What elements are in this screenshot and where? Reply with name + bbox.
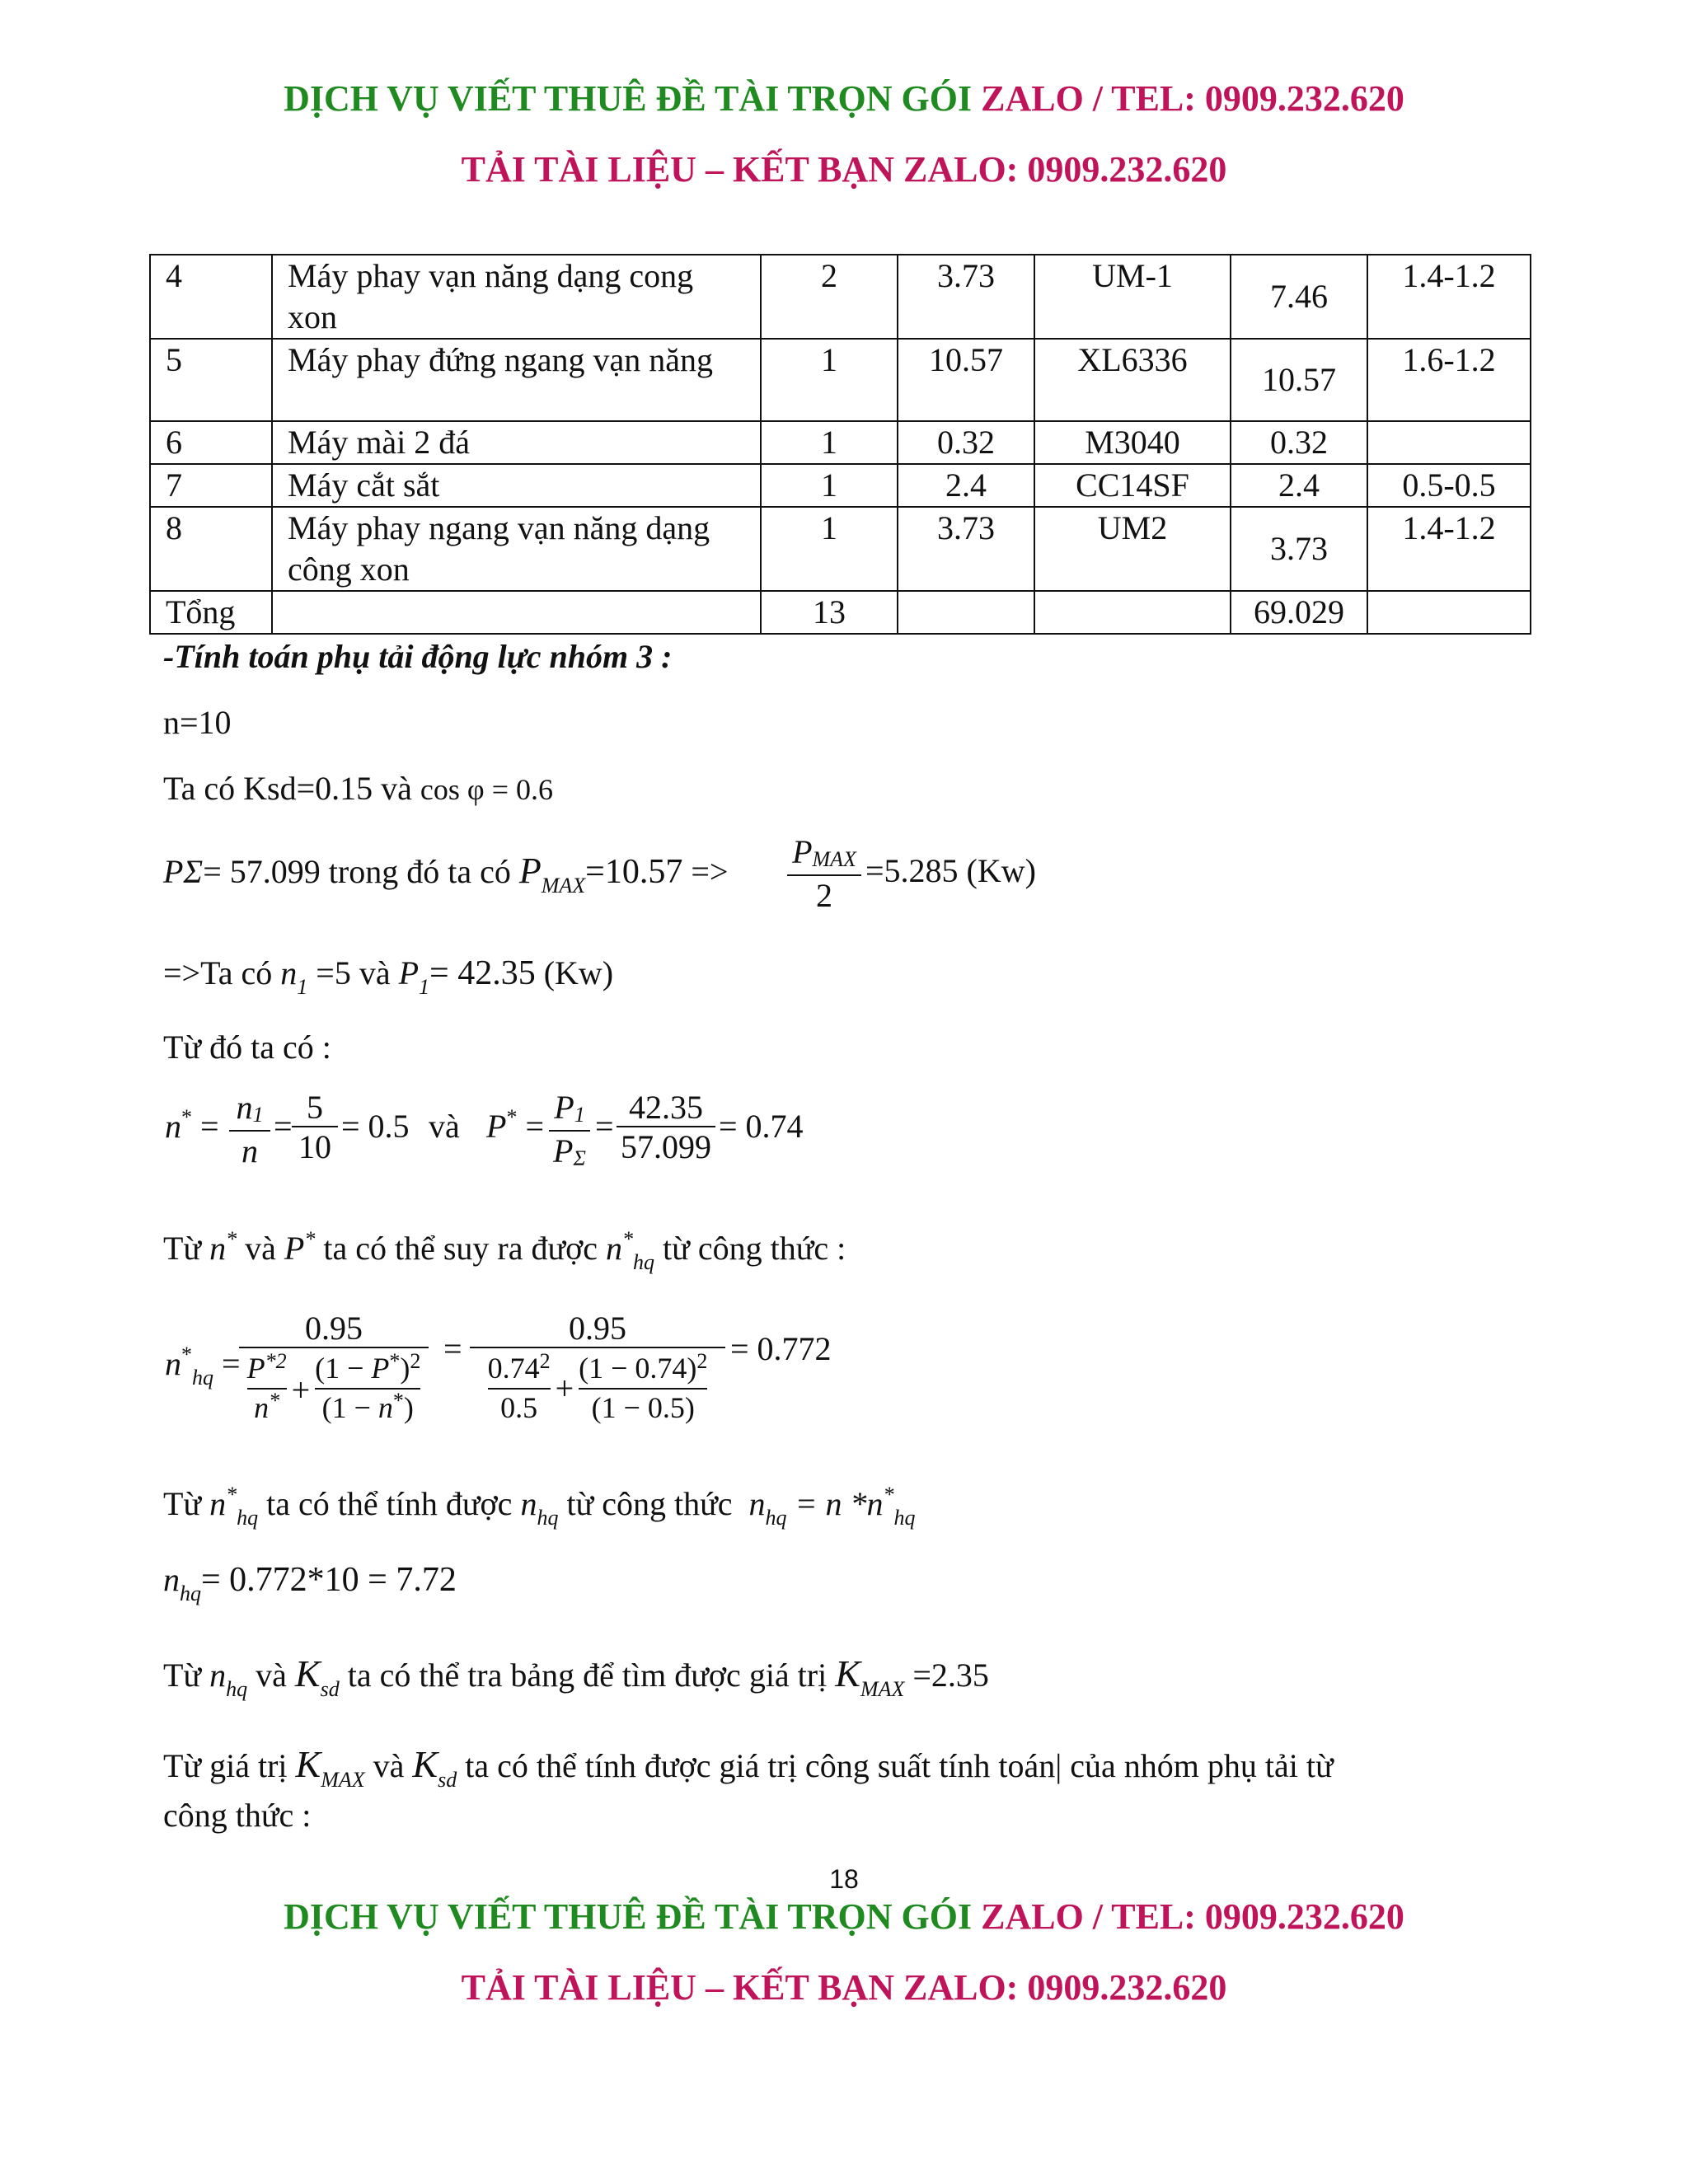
pstar-result: = 0.74 [719, 1108, 804, 1145]
footer-contact-text: ZALO / TEL: 0909.232.620 [981, 1896, 1404, 1937]
pmax-symbol: $P_{MAX}$ [518, 851, 586, 898]
total-qty: 13 [761, 591, 898, 634]
table-row [150, 255, 1531, 339]
nhq-formula-numeric: 0.95 0.74$^2$ 0.5 + $\frac{(1 - 0.74)^2}{(1 - 0.5)}$ [470, 1310, 725, 1426]
va-text: và [429, 1108, 460, 1145]
cell-power: 2.4 [898, 464, 1034, 507]
pmax-value: =10.57 [585, 853, 683, 891]
table-row [150, 507, 1531, 591]
arrow: => [691, 853, 729, 890]
calc-line [163, 1483, 916, 1529]
kmax-symbol: $K_{MAX}$ [835, 1652, 905, 1701]
pmax-half-fraction [787, 834, 861, 916]
n1-symbol: $n_1$ [280, 954, 308, 999]
cell-qty: 1 [761, 464, 898, 507]
fraction-denominator: 2 [816, 877, 832, 914]
empty-cell [898, 591, 1034, 634]
cell-code: M3040 [1034, 421, 1231, 464]
p1-symbol: $P_1$ [398, 954, 430, 999]
lookup-text: ta có thể tra bảng để tìm được giá trị [347, 1657, 828, 1694]
power-line [163, 1744, 1334, 1791]
header-service-text: DỊCH VỤ VIẾT THUÊ ĐỀ TÀI TRỌN GÓI [284, 78, 973, 119]
nhq-star-ref-2: $n^*_{hq}$ [209, 1483, 259, 1530]
table-row [150, 339, 1531, 421]
formula-text-2: từ công thức [566, 1485, 733, 1522]
table-total-row [150, 591, 1531, 634]
n1-line [163, 953, 613, 998]
kmax-value: =2.35 [912, 1657, 989, 1694]
empty-cell [272, 591, 761, 634]
table-row [150, 464, 1531, 507]
va-text-2: và [245, 1230, 276, 1267]
psum-text: trong đó ta có [328, 853, 511, 890]
cell-power: 3.73 [898, 507, 1034, 591]
nhq-star-ref: $n^*_{hq}$ [606, 1227, 655, 1274]
formula-text: từ công thức : [663, 1230, 846, 1267]
power-line-2: công thức : [163, 1797, 312, 1834]
cell-qty: 1 [761, 421, 898, 464]
cell-ratio: 1.6-1.2 [1367, 339, 1531, 421]
cell-ratio: 1.4-1.2 [1367, 255, 1531, 339]
footer-banner [0, 1894, 1688, 1940]
nhq-calc-line [163, 1559, 457, 1605]
cell-name: Máy phay đứng ngang vạn năng [272, 339, 761, 421]
equals-sign-2: = [595, 1108, 614, 1145]
nhq-ref-2: $n_{hq}$ [209, 1657, 248, 1701]
section-heading: -Tính toán phụ tải động lực nhóm 3 : [163, 638, 673, 675]
tu-text-3: Từ [163, 1657, 202, 1694]
equals-sign: = [274, 1108, 293, 1145]
cell-name: Máy cắt sắt [272, 464, 761, 507]
cell-stt: 6 [150, 421, 272, 464]
derive-text: ta có thể suy ra được [323, 1230, 598, 1267]
cell-code: UM-1 [1034, 255, 1231, 339]
from-line: Từ đó ta có : [163, 1029, 331, 1066]
cell-total: 3.73 [1231, 507, 1367, 591]
nhq-result: = 0.772 [730, 1330, 832, 1367]
cell-name: Máy phay ngang vạn năng dạng công xon [272, 507, 761, 591]
equals-sign-3: = [443, 1330, 462, 1367]
pstar-fraction-numeric: 42.35 57.099 [617, 1090, 715, 1167]
tu-text: Từ [163, 1230, 202, 1267]
cell-power: 3.73 [898, 255, 1034, 339]
cell-qty: 1 [761, 339, 898, 421]
p1-value: = 42.35 [429, 954, 536, 992]
n1-value: =5 và [316, 954, 391, 991]
psum-value: = 57.099 [203, 853, 321, 890]
va-text-3: và [256, 1657, 287, 1694]
lookup-line [163, 1653, 989, 1700]
nhq-formula: $n_{hq} = n$ $*n^*_{hq}$ [740, 1483, 916, 1530]
nhq-calc-value: = 0.772*10 = 7.72 [201, 1561, 457, 1599]
cell-code: UM2 [1034, 507, 1231, 591]
cos-phi-formula: cos φ = 0.6 [420, 773, 553, 806]
cell-stt: 4 [150, 255, 272, 339]
nstar-symbol: n* = [165, 1105, 219, 1145]
cell-total: 0.32 [1231, 421, 1367, 464]
cell-total: 10.57 [1231, 339, 1367, 421]
psum-line [163, 851, 728, 897]
pmax-half-result: =5.285 (Kw) [865, 852, 1036, 889]
ksd-symbol: $K_{sd}$ [294, 1652, 340, 1701]
nstar-ref: n* [209, 1227, 237, 1267]
psum-label: PΣ [163, 853, 204, 890]
table-row [150, 421, 1531, 464]
nhq-star-symbol: $n^*_{hq}$ = [165, 1343, 241, 1390]
cell-code: CC14SF [1034, 464, 1231, 507]
n1-prefix: =>Ta có [163, 954, 273, 991]
cell-stt: 7 [150, 464, 272, 507]
page-number: 18 [829, 1864, 859, 1894]
cell-name: Máy mài 2 đá [272, 421, 761, 464]
cell-code: XL6336 [1034, 339, 1231, 421]
nstar-fraction-numeric: 5 10 [292, 1090, 338, 1167]
pstar-fraction-symbolic: P1 PΣ [549, 1090, 590, 1175]
cell-stt: 5 [150, 339, 272, 421]
total-label: Tổng [150, 591, 272, 634]
cell-ratio: 0.5-0.5 [1367, 464, 1531, 507]
fraction-numerator: PMAX [787, 834, 861, 876]
cell-ratio: 1.4-1.2 [1367, 507, 1531, 591]
header-contact-text: ZALO / TEL: 0909.232.620 [981, 78, 1404, 119]
cell-total: 7.46 [1231, 255, 1367, 339]
p1-unit: (Kw) [543, 954, 614, 991]
footer-download-text: TẢI TÀI LIỆU – KẾT BẠN ZALO: 0909.232.620 [461, 1967, 1227, 2008]
footer-service-text: DỊCH VỤ VIẾT THUÊ ĐỀ TÀI TRỌN GÓI [284, 1896, 973, 1937]
cell-total: 2.4 [1231, 464, 1367, 507]
empty-cell [1034, 591, 1231, 634]
from-value-text: Từ giá trị [163, 1747, 288, 1784]
derive-line [163, 1228, 846, 1273]
nhq-formula-symbolic: 0.95 $P^{*2}$ n* + $\frac{(1 - P^*)^2}{(1 - n^*)}$ [239, 1310, 429, 1429]
ksd-text: Ta có Ksd=0.15 và [163, 770, 412, 807]
cell-qty: 1 [761, 507, 898, 591]
header-banner [0, 76, 1688, 122]
calc-text: ta có thể tính được [266, 1485, 513, 1522]
cell-power: 10.57 [898, 339, 1034, 421]
n-value-line: n=10 [163, 704, 232, 741]
tu-text-2: Từ [163, 1485, 202, 1522]
empty-cell [1367, 591, 1531, 634]
va-text-4: và [373, 1747, 405, 1784]
cell-name: Máy phay vạn năng dạng cong xon [272, 255, 761, 339]
nhq-ref: $n_{hq}$ [520, 1485, 559, 1530]
table-body [150, 255, 1531, 634]
nstar-result: = 0.5 [341, 1108, 410, 1145]
cell-power: 0.32 [898, 421, 1034, 464]
ksd-symbol-2: $K_{sd}$ [412, 1743, 457, 1792]
pstar-symbol: P* = [486, 1105, 544, 1145]
equipment-table [149, 254, 1531, 635]
nhq-symbol: $n_{hq}$ [163, 1561, 201, 1605]
header-download-text: TẢI TÀI LIỆU – KẾT BẠN ZALO: 0909.232.620 [461, 149, 1227, 190]
ksd-line [163, 768, 553, 810]
pstar-ref: P* [284, 1227, 316, 1267]
power-text: ta có thể tính được giá trị công suất tính toán| của nhóm phụ tải từ [465, 1747, 1334, 1784]
cell-stt: 8 [150, 507, 272, 591]
cell-ratio [1367, 421, 1531, 464]
cell-qty: 2 [761, 255, 898, 339]
total-total: 69.029 [1231, 591, 1367, 634]
nstar-fraction-symbolic: n1 n [229, 1090, 270, 1171]
kmax-symbol-2: $K_{MAX}$ [295, 1743, 365, 1792]
